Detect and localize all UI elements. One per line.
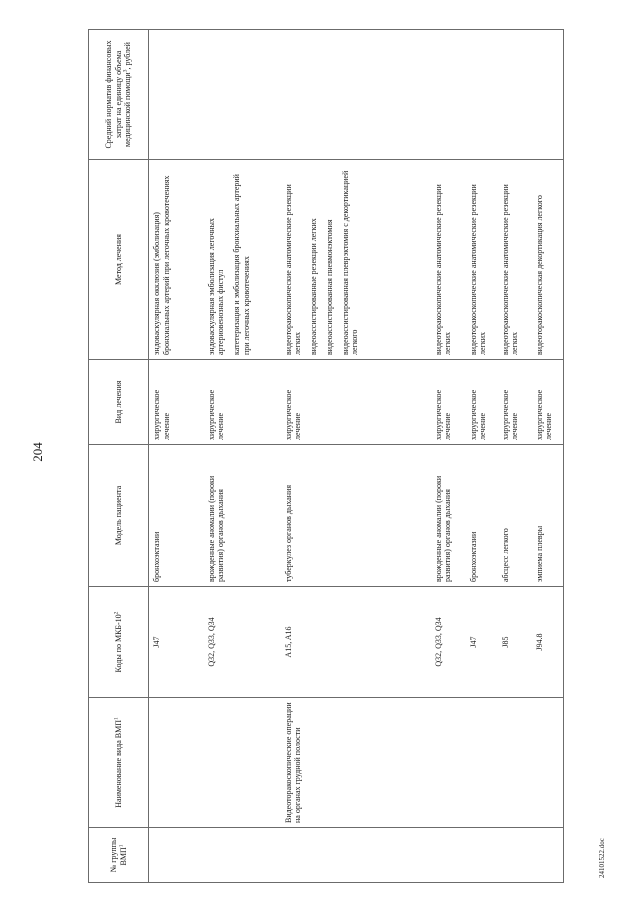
group-cell — [204, 828, 281, 883]
vmp-name-cell — [498, 698, 532, 828]
method-item: видеоторакоскопическая декортикация легкого — [534, 195, 544, 355]
table-row — [431, 30, 466, 883]
page-number: 204 — [30, 442, 45, 462]
patient-model-cell: эмпиема плевры — [532, 445, 564, 587]
method-item: видеоторакоскопические анатомические резекции легких — [283, 184, 303, 355]
icd-cell: Q32, Q33, Q34 — [204, 587, 281, 698]
patient-model-cell: бронхоэктазии — [149, 445, 204, 587]
method-item: эндоваскулярная эмболизация легочных артериовенозных фистул — [206, 218, 226, 355]
icd-cell: J47 — [149, 587, 204, 698]
patient-model-cell: бронхоэктазии — [466, 445, 498, 587]
method-item: видеоассистированная пневмонэктомия — [324, 219, 334, 355]
treatment-type-cell: хирургическое лечение — [149, 360, 204, 445]
icd-cell: J47 — [466, 587, 498, 698]
table-row — [204, 30, 281, 883]
treatment-method-cell — [466, 160, 498, 360]
icd-cell: J94.8 — [532, 587, 564, 698]
group-cell — [466, 828, 498, 883]
header-icd-codes: Коды по МКБ-$10^2$ — [89, 587, 149, 698]
table-header-row — [89, 30, 149, 883]
group-cell — [149, 828, 204, 883]
method-item: катетеризация и эмболизация бронхиальных артерий при легочных кровотечениях — [232, 174, 251, 355]
patient-model-cell: абсцесс легкого — [498, 445, 532, 587]
header-group: № группы ВМП$^1$ — [89, 828, 149, 883]
header-treatment-type: Вид лечения — [89, 360, 149, 445]
method-item: видеоассистированные резекции легких — [309, 218, 318, 355]
method-item: видеоторакоскопические анатомические резекции легких — [433, 184, 453, 355]
treatment-type-cell: хирургическое лечение — [498, 360, 532, 445]
group-cell — [281, 828, 431, 883]
treatment-type-cell: хирургическое лечение — [532, 360, 564, 445]
patient-model-cell: туберкулез органов дыхания — [281, 445, 431, 587]
avg-cost-cell — [281, 30, 431, 160]
treatment-type-cell: хирургическое лечение — [281, 360, 431, 445]
method-item: видеоторакоскопические анатомические резекции легких — [500, 184, 520, 355]
avg-cost-cell — [498, 30, 532, 160]
table-row — [532, 30, 564, 883]
treatment-method-cell — [149, 160, 204, 360]
vmp-name-cell — [431, 698, 466, 828]
footer-doc-name: 24101522.doc — [598, 838, 606, 878]
patient-model-cell: врожденные аномалии (пороки развития) органов дыхания — [431, 445, 466, 587]
treatment-type-cell: хирургическое лечение — [431, 360, 466, 445]
vmp-name-cell: Видеоторакоскопические операции на органах грудной полости — [281, 698, 431, 828]
treatment-method-cell — [532, 160, 564, 360]
icd-cell: A15, A16 — [281, 587, 431, 698]
avg-cost-cell — [532, 30, 564, 160]
treatment-method-cell — [431, 160, 466, 360]
group-cell — [431, 828, 466, 883]
header-avg-cost: Средний норматив финансовых затрат на единицу объема медицинской помощи$^3$, рублей — [89, 30, 149, 160]
rotated-page — [88, 30, 603, 883]
icd-cell: J85 — [498, 587, 532, 698]
group-cell — [498, 828, 532, 883]
header-vmp-name: Наименование вида ВМП$^1$ — [89, 698, 149, 828]
avg-cost-cell — [204, 30, 281, 160]
table-row — [466, 30, 498, 883]
treatment-type-cell: хирургическое лечение — [204, 360, 281, 445]
icd-cell: Q32, Q33, Q34 — [431, 587, 466, 698]
vmp-name-cell — [466, 698, 498, 828]
vmp-table — [88, 29, 564, 883]
header-treatment-method: Метод лечения — [89, 160, 149, 360]
treatment-type-cell: хирургическое лечение — [466, 360, 498, 445]
method-item: видеоторакоскопические анатомические резекции легких — [468, 184, 488, 355]
avg-cost-cell — [431, 30, 466, 160]
group-cell — [532, 828, 564, 883]
vmp-name-cell — [532, 698, 564, 828]
avg-cost-cell — [466, 30, 498, 160]
vmp-name-cell — [149, 698, 204, 828]
method-item: видеоассистированная плеврэктомия с декортикацией легкого — [340, 170, 360, 355]
treatment-method-cell — [498, 160, 532, 360]
table-row — [498, 30, 532, 883]
vmp-name-cell — [204, 698, 281, 828]
treatment-method-cell — [204, 160, 281, 360]
avg-cost-cell — [149, 30, 204, 160]
treatment-method-cell — [281, 160, 431, 360]
table-row — [281, 30, 431, 883]
table-row — [149, 30, 204, 883]
header-patient-model: Модель пациента — [89, 445, 149, 587]
patient-model-cell: врожденные аномалии (пороки развития) органов дыхания — [204, 445, 281, 587]
method-item: эндоваскулярная окклюзия (эмболизация) бронхиальных артерий при легочных кровотечениях — [152, 175, 171, 355]
